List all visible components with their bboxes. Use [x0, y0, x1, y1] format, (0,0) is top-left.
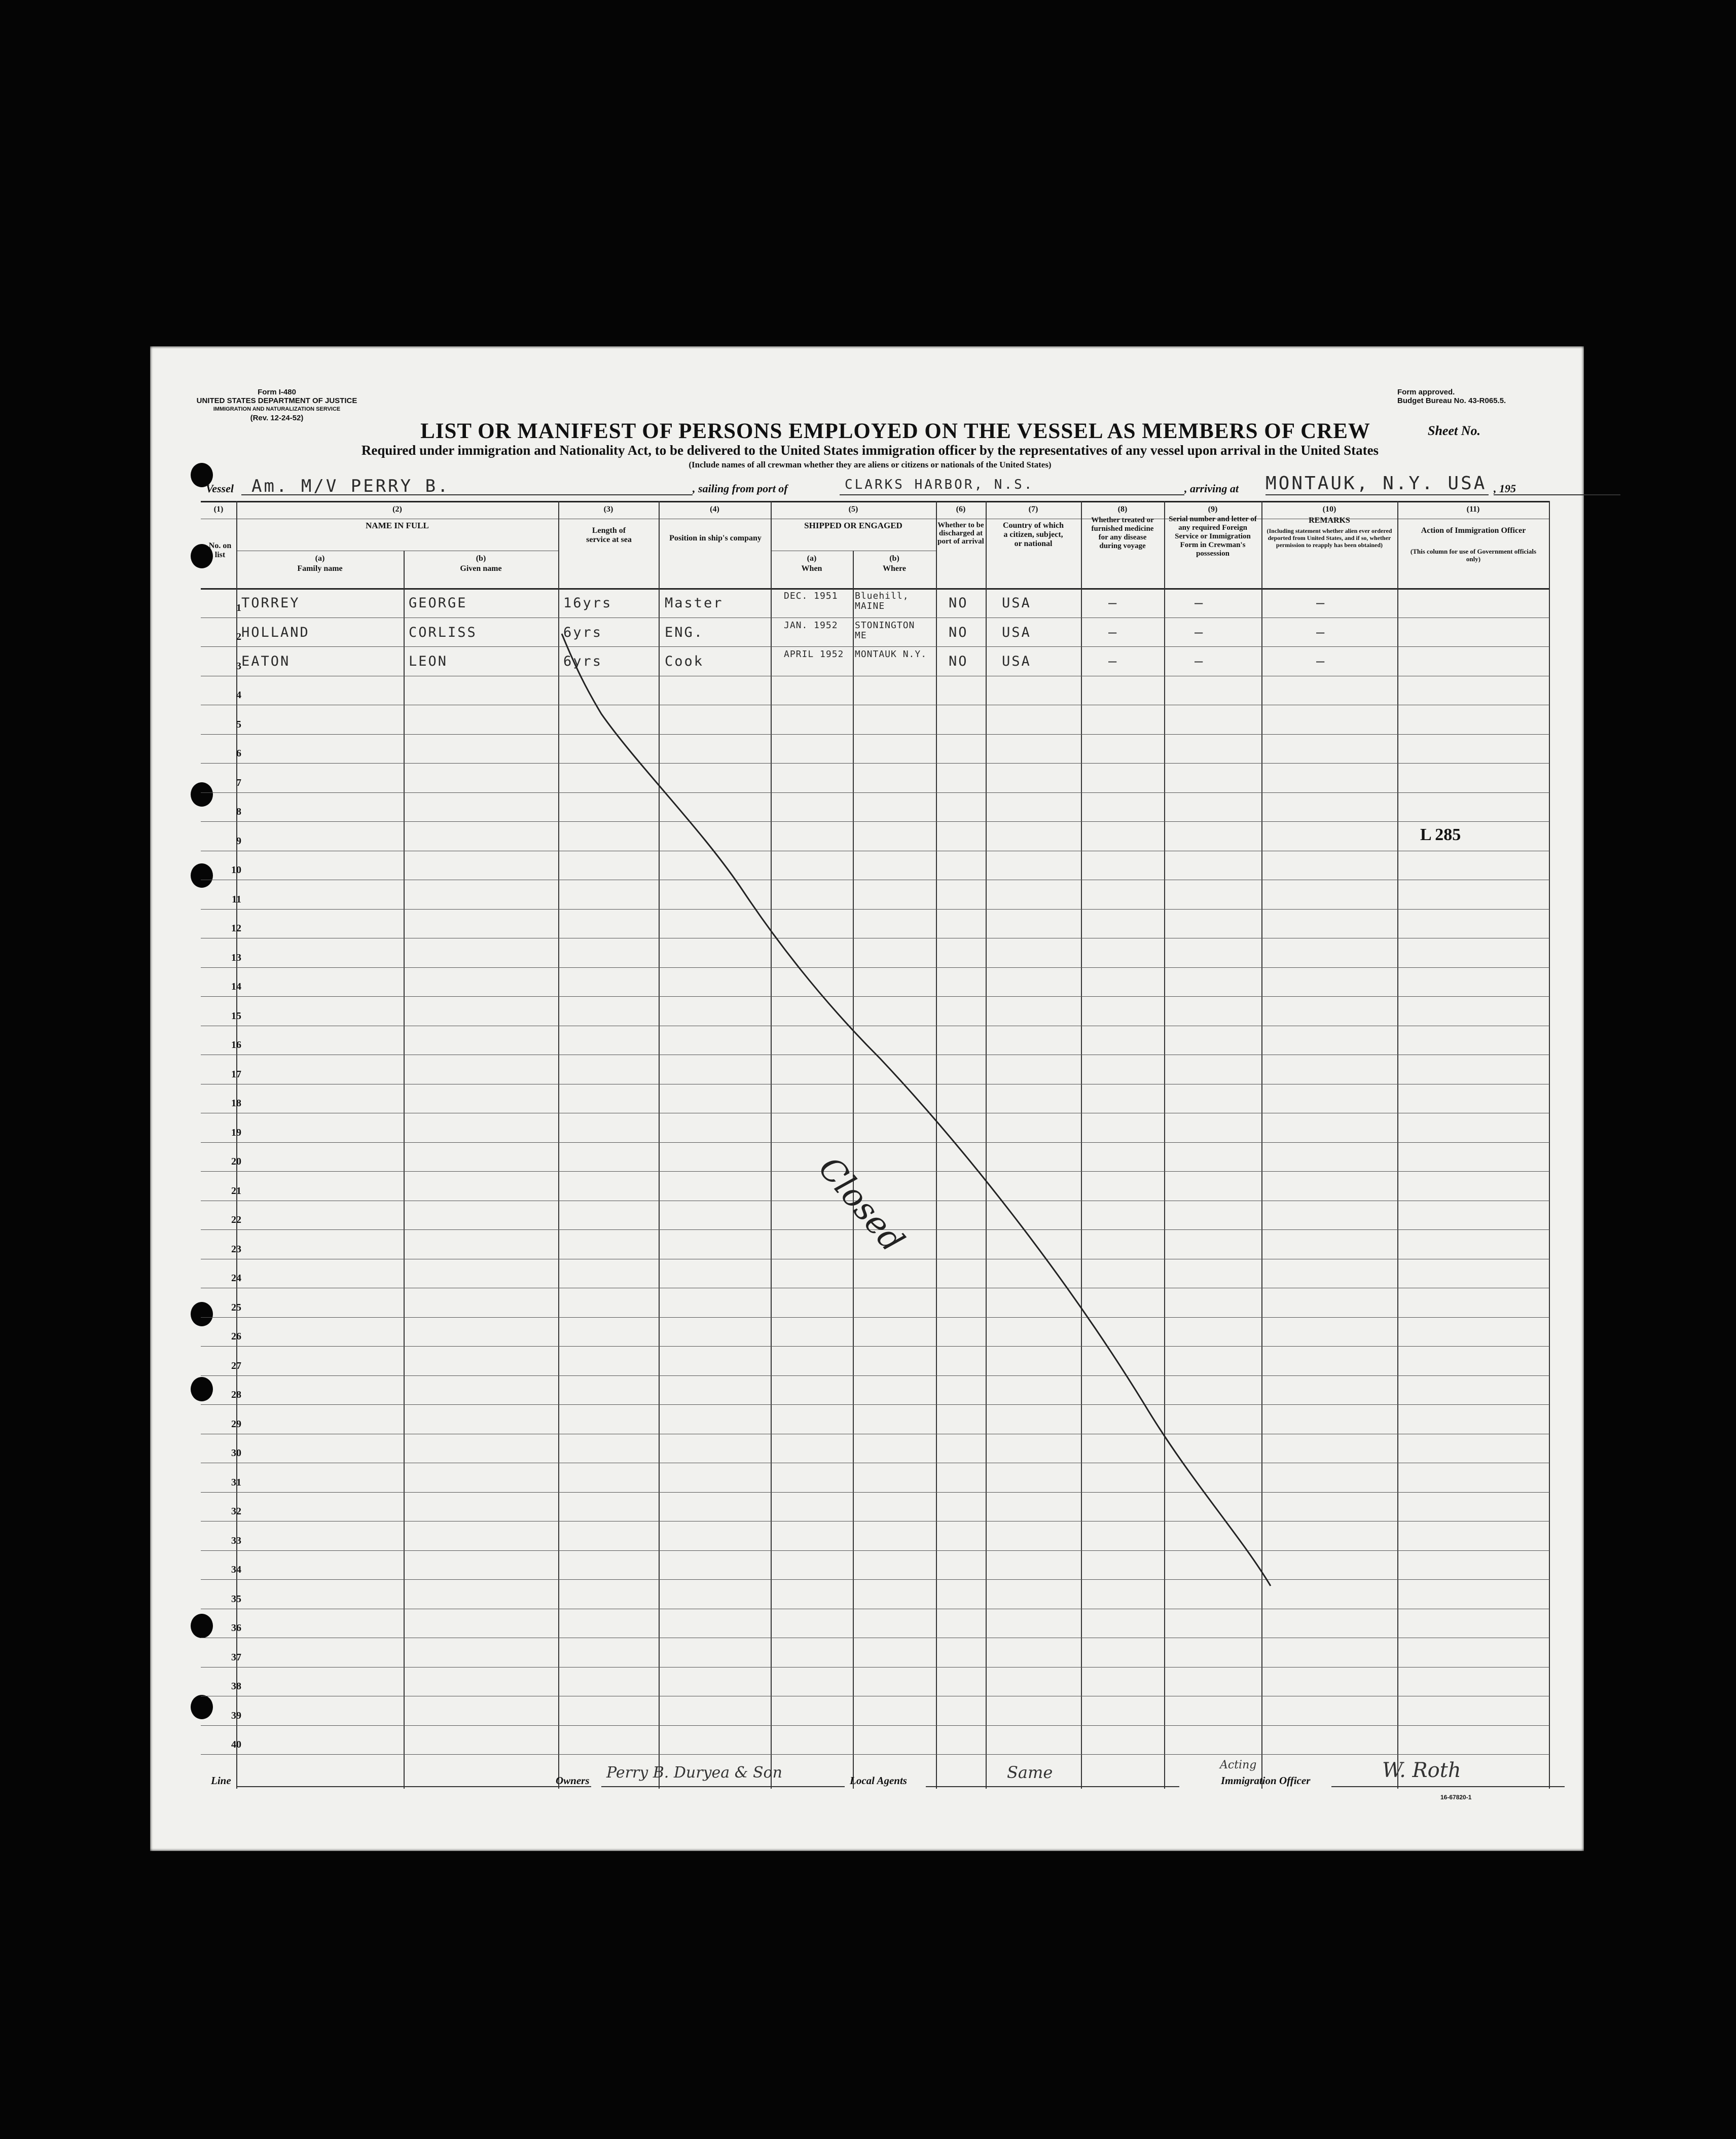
arriving-port: MONTAUK, N.Y. USA — [1265, 473, 1487, 494]
crew-medicine: — — [1108, 595, 1118, 611]
officer-signature: W. Roth — [1382, 1759, 1461, 1782]
crew-when: DEC. 1951 — [784, 591, 838, 601]
crew-length: 6yrs — [563, 624, 603, 640]
col7-label: Country of which a citizen, subject, or national — [1002, 521, 1064, 548]
row-number: 7 — [236, 777, 241, 788]
row-number: 39 — [231, 1710, 241, 1721]
col10-num: (10) — [1322, 505, 1336, 514]
col2a-label: Family name — [297, 564, 343, 573]
col7-num: (7) — [1028, 505, 1038, 514]
col10-label: REMARKS — [1309, 516, 1350, 525]
vessel-label: Vessel — [206, 482, 234, 495]
col2-num: (2) — [392, 505, 402, 514]
col9-num: (9) — [1208, 505, 1218, 514]
col9-label: Serial number and letter of any required Foreign Service or Immigration Form in Crewman's possession — [1169, 515, 1257, 558]
crew-discharged: NO — [949, 624, 968, 640]
crew-country: USA — [1002, 624, 1031, 640]
requirement-text: Required under immigration and Nationality Act, to be delivered to the United States immigration officer by the representatives of any vessel upon arrival in the United States — [361, 443, 1379, 458]
crew-position: ENG. — [665, 624, 704, 640]
immigration-stamp: L 285 — [1420, 825, 1461, 844]
col5a-label: When — [801, 564, 822, 573]
year-label: , 195 — [1494, 482, 1516, 495]
row-number: 14 — [231, 981, 241, 992]
crew-position: Cook — [665, 654, 704, 669]
row-number: 15 — [231, 1010, 241, 1022]
form-approved: Form approved. — [1397, 388, 1455, 396]
row-number: 5 — [236, 718, 241, 730]
crew-when: JAN. 1952 — [784, 620, 838, 631]
crew-serial: — — [1195, 654, 1205, 669]
officer-label: Immigration Officer — [1221, 1774, 1311, 1787]
form-number: Form I-480 — [258, 388, 296, 396]
row-number: 37 — [231, 1651, 241, 1663]
crew-discharged: NO — [949, 654, 968, 669]
vessel-name: Am. M/V PERRY B. — [251, 476, 450, 496]
vessel-line — [206, 468, 1575, 498]
col1-num: (1) — [213, 505, 224, 514]
row-number: 18 — [231, 1098, 241, 1109]
col2b-label: Given name — [460, 564, 502, 573]
col8-label: Whether treated or furnished medicine for any disease during voyage — [1091, 516, 1154, 550]
row-number: 17 — [231, 1068, 241, 1080]
row-number: 4 — [236, 690, 241, 701]
col11-num: (11) — [1466, 505, 1480, 514]
crew-family: TORREY — [241, 595, 300, 611]
row-number: 2 — [236, 631, 241, 642]
col8-num: (8) — [1117, 505, 1128, 514]
col2-label: NAME IN FULL — [366, 521, 429, 530]
crew-medicine: — — [1108, 624, 1118, 640]
row-number: 3 — [236, 660, 241, 672]
row-number: 11 — [232, 893, 241, 905]
col3-num: (3) — [603, 505, 613, 514]
row-number: 22 — [231, 1214, 241, 1225]
line-label: Line — [211, 1774, 231, 1787]
arriving-label: , arriving at — [1184, 482, 1239, 495]
row-number: 21 — [231, 1185, 241, 1197]
row-number: 32 — [231, 1506, 241, 1517]
row-number: 9 — [236, 835, 241, 847]
row-number: 27 — [231, 1360, 241, 1371]
agents-label: Local Agents — [850, 1774, 907, 1787]
row-number: 6 — [236, 748, 241, 759]
row-number: 16 — [231, 1039, 241, 1050]
crew-length: 6yrs — [563, 654, 603, 669]
crew-remarks: — — [1316, 624, 1326, 640]
closed-strikeline — [201, 501, 1549, 1789]
crew-country: USA — [1002, 595, 1031, 611]
row-number: 8 — [236, 806, 241, 817]
owners-label: Owners — [556, 1774, 590, 1787]
col2b-num: (b) — [476, 554, 486, 563]
row-number: 35 — [231, 1593, 241, 1605]
row-number: 25 — [231, 1301, 241, 1313]
manifest-sheet — [150, 346, 1584, 1851]
col6-num: (6) — [956, 505, 966, 514]
crew-discharged: NO — [949, 595, 968, 611]
col5a-num: (a) — [807, 554, 817, 563]
closed-annotation: Closed — [811, 1150, 912, 1259]
crew-position: Master — [665, 595, 724, 611]
crew-given: GEORGE — [409, 595, 467, 611]
service-name: IMMIGRATION AND NATURALIZATION SERVICE — [213, 406, 341, 412]
page-title: LIST OR MANIFEST OF PERSONS EMPLOYED ON THE VESSEL AS MEMBERS OF CREW — [420, 419, 1370, 443]
row-number: 12 — [231, 923, 241, 934]
row-number: 20 — [231, 1156, 241, 1167]
row-number: 31 — [231, 1476, 241, 1488]
crew-given: CORLISS — [409, 624, 477, 640]
col11-sub: (This column for use of Government officials only) — [1410, 548, 1537, 563]
crew-country: USA — [1002, 654, 1031, 669]
col11-label: Action of Immigration Officer — [1421, 526, 1526, 535]
col2a-num: (a) — [315, 554, 325, 563]
crew-family: HOLLAND — [241, 624, 310, 640]
crew-where: STONINGTON ME — [855, 620, 915, 641]
crew-table — [201, 501, 1549, 1789]
col5b-num: (b) — [889, 554, 899, 563]
crew-where: MONTAUK N.Y. — [855, 649, 927, 660]
row-number: 1 — [236, 602, 241, 613]
crew-remarks: — — [1316, 654, 1326, 669]
crew-given: LEON — [409, 654, 448, 669]
form-info — [191, 388, 363, 422]
row-number: 10 — [231, 864, 241, 876]
crew-family: EATON — [241, 654, 291, 669]
sailing-port: CLARKS HARBOR, N.S. — [845, 477, 1034, 492]
col5-num: (5) — [848, 505, 858, 514]
row-number: 13 — [231, 952, 241, 963]
row-number: 28 — [231, 1389, 241, 1400]
row-number: 19 — [231, 1127, 241, 1138]
col4-num: (4) — [710, 505, 719, 514]
row-number: 40 — [231, 1739, 241, 1750]
row-number: 38 — [231, 1681, 241, 1692]
owners-signature: Perry B. Duryea & Son — [606, 1764, 782, 1782]
crew-remarks: — — [1316, 595, 1326, 611]
col5b-label: Where — [883, 564, 906, 573]
col1-label: No. on list — [208, 541, 232, 559]
form-code: 16-67820-1 — [1440, 1794, 1472, 1801]
row-number: 23 — [231, 1243, 241, 1255]
row-number: 36 — [231, 1622, 241, 1634]
crew-medicine: — — [1108, 654, 1118, 669]
budget-number: Budget Bureau No. 43-R065.5. — [1397, 396, 1506, 405]
sailing-label: , sailing from port of — [693, 482, 788, 495]
col3-label: Length of service at sea — [586, 526, 632, 544]
department-name: UNITED STATES DEPARTMENT OF JUSTICE — [196, 396, 357, 405]
crew-when: APRIL 1952 — [784, 649, 844, 660]
row-number: 29 — [231, 1418, 241, 1430]
row-number: 34 — [231, 1564, 241, 1575]
approval-info — [1397, 388, 1570, 405]
col5-label: SHIPPED OR ENGAGED — [804, 521, 902, 530]
crew-where: Bluehill, MAINE — [855, 591, 909, 611]
col10-sub: (Including statement whether alien ever ordered deported from United States, and if so, whether permission to reapply has been obtained) — [1267, 527, 1392, 549]
crew-length: 16yrs — [563, 595, 612, 611]
row-number: 26 — [231, 1331, 241, 1342]
col6-label: Whether to be discharged at port of arrival — [937, 521, 984, 546]
row-number: 24 — [231, 1273, 241, 1284]
sheet-number-label: Sheet No. — [1428, 423, 1480, 438]
include-note: (Include names of all crewman whether they are aliens or citizens or nationals of the United States) — [689, 460, 1052, 469]
officer-note: Acting — [1220, 1759, 1257, 1771]
form-revision: (Rev. 12-24-52) — [250, 414, 304, 422]
row-number: 33 — [231, 1535, 241, 1546]
col4-label: Position in ship's company — [669, 534, 762, 542]
agents-signature: Same — [1007, 1763, 1053, 1782]
row-number: 30 — [231, 1447, 241, 1459]
crew-serial: — — [1195, 624, 1205, 640]
crew-serial: — — [1195, 595, 1205, 611]
